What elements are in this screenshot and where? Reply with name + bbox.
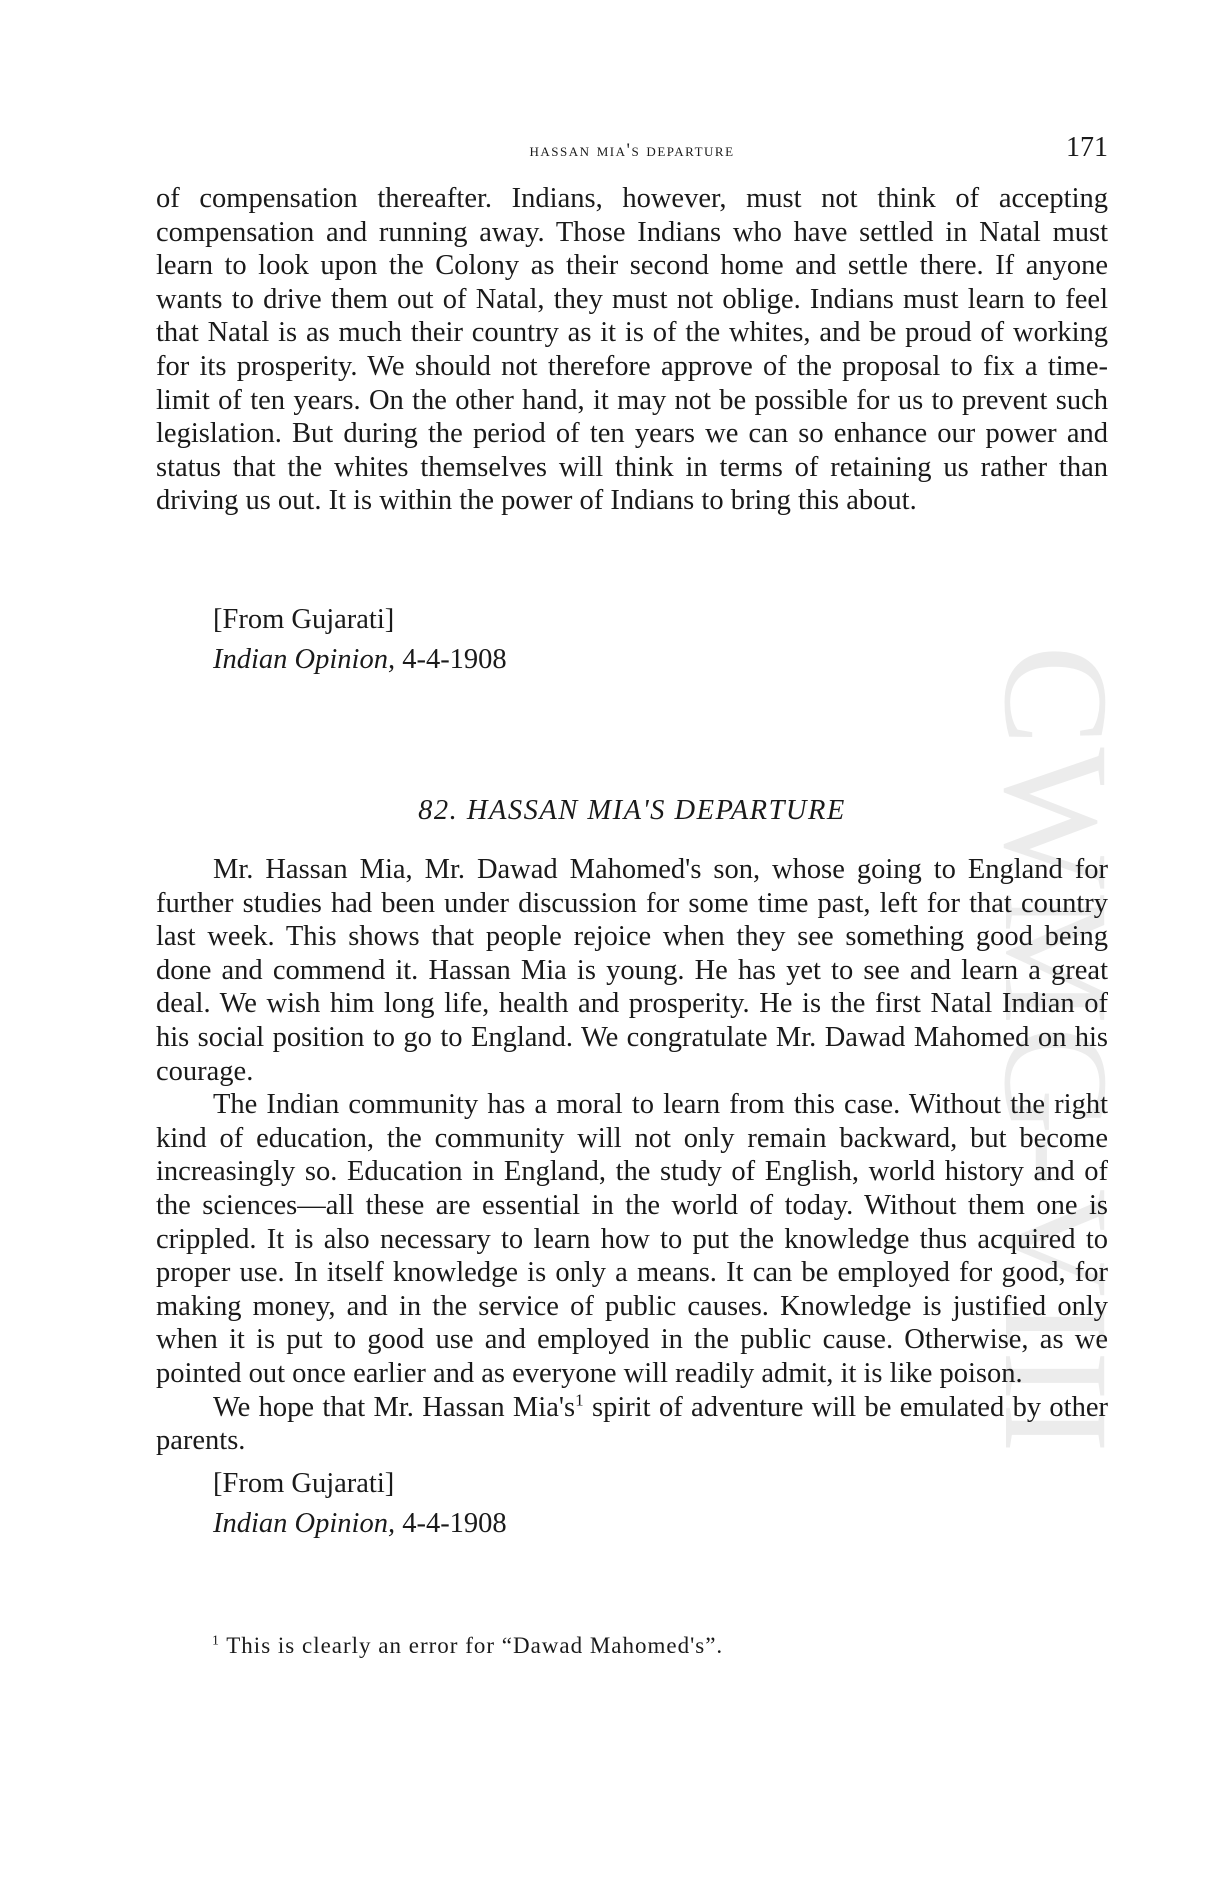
article-paragraph: Mr. Hassan Mia, Mr. Dawad Mahomed's son, whose going to England for further studies had been under discussion for some time past, left for that country last week. This shows that people rejoice when they see something good being done and commend it. Hassan Mia is young. He has yet to see and learn a great deal. We wish him long life, health and prosperity. He is the first Natal Indian of his social position to go to England. We congratulate Mr. Dawad Mahomed on his courage. bbox=[156, 854, 1108, 1087]
footnote-text: This is clearly an error for “Dawad Mahomed's”. bbox=[226, 1633, 724, 1658]
watermark-text: CWMG-VIII bbox=[973, 645, 1139, 1455]
source-language: [From Gujarati] bbox=[213, 604, 395, 635]
article-closing-paragraph bbox=[156, 1391, 1108, 1458]
footnote-reference: 1 bbox=[575, 1390, 584, 1409]
source-language: [From Gujarati] bbox=[213, 1467, 395, 1499]
source-publication: Indian Opinion, bbox=[213, 644, 396, 675]
source-date: 4-4-1908 bbox=[402, 1507, 507, 1539]
running-head: hassan mia's departure bbox=[529, 140, 735, 161]
closing-text-end: spirit of adventure will be emulated by other parents. bbox=[156, 1391, 1108, 1457]
source-date: 4-4-1908 bbox=[402, 644, 507, 675]
continuation-paragraph: of compensation thereafter. Indians, however, must not think of accepting compensation and running away. Those Indians who have settled in Natal must learn to look upon the Colony as their second home and settle there. If anyone wants to drive them out of Natal, they must not oblige. Indians must learn to feel that Natal is as much their country as it is of the whites, and be proud of working for its prosperity. We should not therefore approve of the proposal to fix a time-limit of ten years. On the other hand, it may not be possible for us to prevent such legislation. But during the period of ten years we can so enhance our power and status that the whites themselves will think in terms of retaining us rather than driving us out. It is within the power of Indians to bring this about. bbox=[156, 183, 1108, 517]
page-number: 171 bbox=[1066, 132, 1108, 163]
page-header bbox=[156, 132, 1108, 172]
continuation-source bbox=[156, 600, 1108, 680]
closing-text-start: We hope that Mr. Hassan Mia's bbox=[213, 1391, 576, 1423]
source-citation bbox=[156, 1504, 1108, 1544]
source-citation bbox=[156, 640, 1108, 680]
article-paragraph: The Indian community has a moral to learn from this case. Without the right kind of education, the community will not only remain backward, but become increasingly so. Education in England, the study of English, world history and of the sciences—all these are essential in the world of today. Without them one is crippled. It is also necessary to learn how to put the knowledge thus acquired to proper use. In itself knowledge is only a means. It can be employed for good, for making money, and in the service of public causes. Knowledge is justified only when it is put to good use and employed in the public cause. Otherwise, as we pointed out once earlier and as everyone will readily admit, it is like poison. bbox=[156, 1089, 1108, 1389]
article bbox=[156, 795, 1108, 1544]
source-publication: Indian Opinion, bbox=[213, 1507, 396, 1539]
article-title: 82. HASSAN MIA'S DEPARTURE bbox=[418, 795, 846, 826]
continuation-section bbox=[156, 182, 1108, 518]
footnote bbox=[212, 1633, 1108, 1659]
footnote-marker: 1 bbox=[212, 1632, 220, 1648]
